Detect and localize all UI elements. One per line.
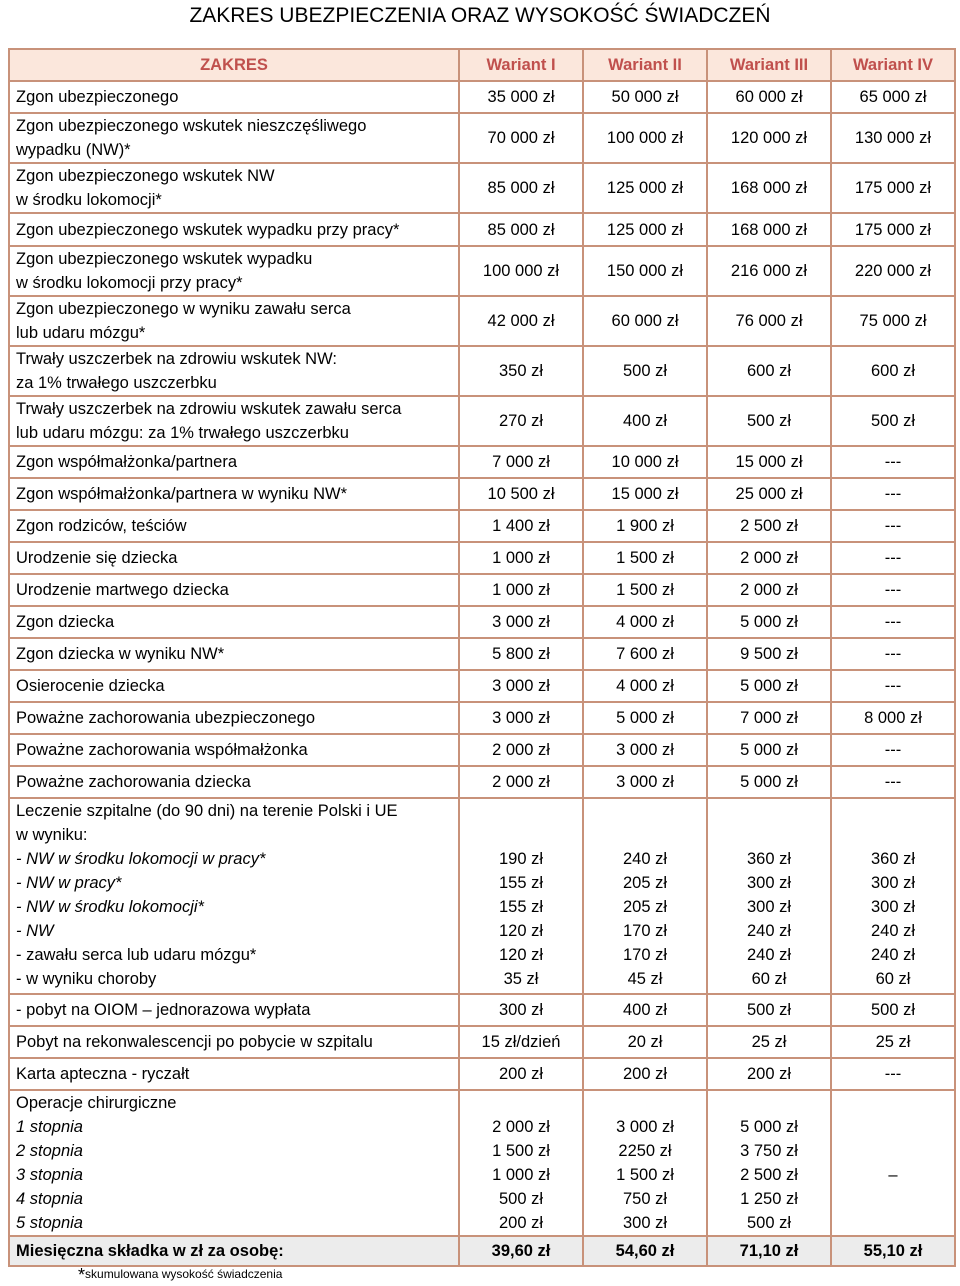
- surgery-value: 1 000 zł: [492, 1166, 550, 1184]
- hospital-value: 240 zł: [746, 946, 792, 964]
- value-variant-1: 100 000 zł: [459, 246, 583, 296]
- hospital-intro-line: w wyniku:: [16, 826, 88, 844]
- value-variant-3: 168 000 zł: [707, 163, 831, 213]
- table-row: [9, 994, 955, 1026]
- table-row: [9, 346, 955, 396]
- hospital-value: 60 zł: [751, 970, 787, 988]
- hospital-value: 300 zł: [870, 898, 916, 916]
- value-variant-1: 42 000 zł: [459, 296, 583, 346]
- value-variant-3: 9 500 zł: [707, 638, 831, 670]
- row-label: [9, 994, 459, 1026]
- table-row: [9, 670, 955, 702]
- value-variant-4: ---: [831, 734, 955, 766]
- row-label-line: Karta apteczna - ryczałt: [16, 1065, 190, 1083]
- value-variant-4: 75 000 zł: [831, 296, 955, 346]
- table-row: [9, 638, 955, 670]
- row-label: [9, 766, 459, 798]
- row-label-line: Zgon ubezpieczonego wskutek NW: [16, 167, 275, 185]
- hospital-item-label: - NW w środku lokomocji w pracy*: [16, 850, 266, 868]
- row-label: [9, 702, 459, 734]
- value-variant-1: 2 000 zł: [459, 734, 583, 766]
- surgery-values-variant-3: [707, 1090, 831, 1236]
- value-variant-4: 600 zł: [831, 346, 955, 396]
- value-variant-2: 400 zł: [583, 396, 707, 446]
- value-variant-3: 25 zł: [707, 1026, 831, 1058]
- surgery-value: 2250 zł: [618, 1142, 672, 1160]
- value-variant-2: 15 000 zł: [583, 478, 707, 510]
- value-variant-1: 1 400 zł: [459, 510, 583, 542]
- row-label-line: Zgon ubezpieczonego wskutek wypadku: [16, 250, 313, 268]
- table-row: [9, 246, 955, 296]
- benefits-table-body: [9, 49, 955, 1266]
- value-variant-1: 3 000 zł: [459, 670, 583, 702]
- hospital-value: 240 zł: [622, 850, 668, 868]
- hospital-value: 300 zł: [870, 874, 916, 892]
- table-row: [9, 766, 955, 798]
- premium-variant-1: 39,60 zł: [459, 1236, 583, 1266]
- row-label: [9, 346, 459, 396]
- row-label-line: Poważne zachorowania dziecka: [16, 773, 251, 791]
- value-variant-1: 200 zł: [459, 1058, 583, 1090]
- row-label: [9, 1026, 459, 1058]
- value-variant-4: ---: [831, 670, 955, 702]
- table-row: [9, 163, 955, 213]
- value-variant-4: ---: [831, 1058, 955, 1090]
- value-variant-4: ---: [831, 638, 955, 670]
- header-variant-3: Wariant III: [707, 49, 831, 81]
- surgery-label: [9, 1090, 459, 1236]
- value-variant-2: 10 000 zł: [583, 446, 707, 478]
- row-label-line: lub udaru mózgu: za 1% trwałego uszczerbku: [16, 424, 349, 442]
- hospital-item-label: - w wyniku choroby: [16, 970, 157, 988]
- table-header-row: [9, 49, 955, 81]
- row-label: [9, 296, 459, 346]
- row-label-line: Zgon dziecka w wyniku NW*: [16, 645, 225, 663]
- row-label: [9, 734, 459, 766]
- table-row: [9, 1026, 955, 1058]
- row-label-line: Zgon ubezpieczonego: [16, 88, 179, 106]
- value-variant-3: 600 zł: [707, 346, 831, 396]
- value-variant-4: ---: [831, 542, 955, 574]
- value-variant-1: 70 000 zł: [459, 113, 583, 163]
- value-variant-4: ---: [831, 574, 955, 606]
- row-label-line: Zgon współmałżonka/partnera w wyniku NW*: [16, 485, 348, 503]
- hospital-value: 300 zł: [746, 874, 792, 892]
- hospital-value: 155 zł: [498, 898, 544, 916]
- value-variant-3: 15 000 zł: [707, 446, 831, 478]
- header-variant-2: Wariant II: [583, 49, 707, 81]
- surgery-values-variant-4: –: [831, 1090, 955, 1236]
- value-variant-2: 1 900 zł: [583, 510, 707, 542]
- value-variant-2: 7 600 zł: [583, 638, 707, 670]
- hospital-label: [9, 798, 459, 994]
- row-label-line: Pobyt na rekonwalescencji po pobycie w szpitalu: [16, 1033, 373, 1051]
- row-label-line: Urodzenie się dziecka: [16, 549, 178, 567]
- hospital-item-label: - NW: [16, 922, 54, 940]
- value-variant-4: ---: [831, 510, 955, 542]
- surgery-value: 750 zł: [622, 1190, 668, 1208]
- value-variant-1: 3 000 zł: [459, 702, 583, 734]
- value-variant-4: 175 000 zł: [831, 213, 955, 246]
- row-label: [9, 163, 459, 213]
- table-row: [9, 446, 955, 478]
- table-row: [9, 574, 955, 606]
- table-row: [9, 1058, 955, 1090]
- value-variant-4: 8 000 zł: [831, 702, 955, 734]
- surgery-value: 500 zł: [498, 1190, 544, 1208]
- value-variant-4: 500 zł: [831, 994, 955, 1026]
- value-variant-1: 85 000 zł: [459, 213, 583, 246]
- hospital-value: 240 zł: [870, 922, 916, 940]
- surgery-value: 3 750 zł: [740, 1142, 798, 1160]
- value-variant-1: 270 zł: [459, 396, 583, 446]
- table-row: [9, 510, 955, 542]
- row-label-line: Zgon dziecka: [16, 613, 115, 631]
- table-row: [9, 396, 955, 446]
- value-variant-2: 400 zł: [583, 994, 707, 1026]
- table-row: [9, 81, 955, 113]
- row-label-line: Trwały uszczerbek na zdrowiu wskutek zawału serca: [16, 400, 402, 418]
- hospital-value: 300 zł: [746, 898, 792, 916]
- premium-variant-2: 54,60 zł: [583, 1236, 707, 1266]
- value-variant-4: 220 000 zł: [831, 246, 955, 296]
- value-variant-4: ---: [831, 446, 955, 478]
- table-row: [9, 734, 955, 766]
- value-variant-3: 2 500 zł: [707, 510, 831, 542]
- footnote-star: *: [78, 1265, 86, 1285]
- value-variant-2: 60 000 zł: [583, 296, 707, 346]
- row-label-line: Zgon ubezpieczonego wskutek nieszczęśliwego: [16, 117, 367, 135]
- value-variant-2: 5 000 zł: [583, 702, 707, 734]
- hospital-value: 120 zł: [498, 922, 544, 940]
- value-variant-2: 1 500 zł: [583, 574, 707, 606]
- premium-row: [9, 1236, 955, 1266]
- row-label: [9, 1058, 459, 1090]
- value-variant-1: 35 000 zł: [459, 81, 583, 113]
- table-row: [9, 542, 955, 574]
- row-label-line: Trwały uszczerbek na zdrowiu wskutek NW:: [16, 350, 337, 368]
- table-row: [9, 606, 955, 638]
- header-variant-4: Wariant IV: [831, 49, 955, 81]
- hospital-item-label: - zawału serca lub udaru mózgu*: [16, 946, 257, 964]
- row-label: [9, 542, 459, 574]
- value-variant-1: 10 500 zł: [459, 478, 583, 510]
- row-label-line: Poważne zachorowania współmałżonka: [16, 741, 308, 759]
- value-variant-4: 175 000 zł: [831, 163, 955, 213]
- row-label-line: Urodzenie martwego dziecka: [16, 581, 229, 599]
- value-variant-4: 130 000 zł: [831, 113, 955, 163]
- hospital-value: 360 zł: [746, 850, 792, 868]
- hospital-value: 240 zł: [746, 922, 792, 940]
- row-label-line: Osierocenie dziecka: [16, 677, 165, 695]
- value-variant-3: 25 000 zł: [707, 478, 831, 510]
- table-row: [9, 702, 955, 734]
- hospital-value: 170 zł: [622, 946, 668, 964]
- value-variant-2: 4 000 zł: [583, 670, 707, 702]
- value-variant-1: 85 000 zł: [459, 163, 583, 213]
- row-label-line: - pobyt na OIOM – jednorazowa wypłata: [16, 1001, 311, 1019]
- surgery-value: 300 zł: [622, 1214, 668, 1232]
- value-variant-2: 20 zł: [583, 1026, 707, 1058]
- value-variant-1: 7 000 zł: [459, 446, 583, 478]
- header-scope: ZAKRES: [9, 49, 459, 81]
- value-variant-1: 2 000 zł: [459, 766, 583, 798]
- surgery-value: 1 250 zł: [740, 1190, 798, 1208]
- value-variant-1: 3 000 zł: [459, 606, 583, 638]
- value-variant-1: 1 000 zł: [459, 542, 583, 574]
- row-label-line: Zgon ubezpieczonego w wyniku zawału serca: [16, 300, 351, 318]
- table-row: [9, 296, 955, 346]
- surgery-value: 2 500 zł: [740, 1166, 798, 1184]
- surgery-values-variant-2: [583, 1090, 707, 1236]
- surgery-value: 200 zł: [498, 1214, 544, 1232]
- surgery-value: 2 000 zł: [492, 1118, 550, 1136]
- row-label: [9, 670, 459, 702]
- row-label-line: w środku lokomocji przy pracy*: [16, 274, 243, 292]
- value-variant-3: 60 000 zł: [707, 81, 831, 113]
- value-variant-2: 4 000 zł: [583, 606, 707, 638]
- value-variant-3: 200 zł: [707, 1058, 831, 1090]
- table-row: [9, 213, 955, 246]
- value-variant-3: 216 000 zł: [707, 246, 831, 296]
- value-variant-4: ---: [831, 766, 955, 798]
- value-variant-4: 65 000 zł: [831, 81, 955, 113]
- hospital-value: 205 zł: [622, 874, 668, 892]
- row-label: [9, 478, 459, 510]
- value-variant-2: 100 000 zł: [583, 113, 707, 163]
- row-label-line: Zgon ubezpieczonego wskutek wypadku przy pracy*: [16, 220, 400, 239]
- value-variant-4: ---: [831, 606, 955, 638]
- value-variant-4: 25 zł: [831, 1026, 955, 1058]
- value-variant-3: 500 zł: [707, 396, 831, 446]
- row-label-line: Poważne zachorowania ubezpieczonego: [16, 709, 316, 727]
- surgery-value: 5 000 zł: [740, 1118, 798, 1136]
- value-variant-4: ---: [831, 478, 955, 510]
- hospital-value: 360 zł: [870, 850, 916, 868]
- hospital-values-variant-4: [831, 798, 955, 994]
- row-label-line: Zgon rodziców, teściów: [16, 517, 187, 535]
- value-variant-3: 2 000 zł: [707, 574, 831, 606]
- hospital-row: [9, 798, 955, 994]
- row-label-line: wypadku (NW)*: [16, 141, 131, 159]
- value-variant-2: 150 000 zł: [583, 246, 707, 296]
- hospital-value: 205 zł: [622, 898, 668, 916]
- row-label: [9, 638, 459, 670]
- value-variant-3: 120 000 zł: [707, 113, 831, 163]
- value-variant-2: 125 000 zł: [583, 213, 707, 246]
- row-label: [9, 606, 459, 638]
- value-variant-3: 5 000 zł: [707, 734, 831, 766]
- value-variant-2: 500 zł: [583, 346, 707, 396]
- premium-variant-4: 55,10 zł: [831, 1236, 955, 1266]
- value-variant-1: 15 zł/dzień: [459, 1026, 583, 1058]
- footnote: [78, 1265, 282, 1284]
- row-label: [9, 396, 459, 446]
- row-label-line: lub udaru mózgu*: [16, 324, 146, 342]
- surgery-degree: 2 stopnia: [16, 1142, 83, 1160]
- value-variant-3: 500 zł: [707, 994, 831, 1026]
- row-label-line: w środku lokomocji*: [16, 191, 162, 209]
- hospital-value: 45 zł: [627, 970, 663, 988]
- value-variant-2: 3 000 zł: [583, 734, 707, 766]
- value-variant-2: 50 000 zł: [583, 81, 707, 113]
- hospital-values-variant-2: [583, 798, 707, 994]
- surgery-value: 1 500 zł: [492, 1142, 550, 1160]
- header-variant-1: Wariant I: [459, 49, 583, 81]
- value-variant-3: 76 000 zł: [707, 296, 831, 346]
- table-row: [9, 478, 955, 510]
- page-title: ZAKRES UBEZPIECZENIA ORAZ WYSOKOŚĆ ŚWIADCZEŃ: [189, 4, 771, 27]
- row-label: [9, 213, 459, 246]
- value-variant-2: 3 000 zł: [583, 766, 707, 798]
- hospital-value: 35 zł: [503, 970, 539, 988]
- hospital-value: 155 zł: [498, 874, 544, 892]
- row-label: [9, 446, 459, 478]
- hospital-value: 190 zł: [498, 850, 544, 868]
- value-variant-3: 5 000 zł: [707, 766, 831, 798]
- benefits-table: [8, 48, 956, 1267]
- surgery-degree: 3 stopnia: [16, 1166, 83, 1184]
- value-variant-1: 300 zł: [459, 994, 583, 1026]
- hospital-intro-line: Leczenie szpitalne (do 90 dni) na terenie Polski i UE: [16, 802, 398, 820]
- surgery-degree: 4 stopnia: [16, 1190, 83, 1208]
- value-variant-3: 168 000 zł: [707, 213, 831, 246]
- surgery-degree: 5 stopnia: [16, 1214, 83, 1232]
- surgery-values-variant-1: [459, 1090, 583, 1236]
- value-variant-2: 200 zł: [583, 1058, 707, 1090]
- hospital-values-variant-1: [459, 798, 583, 994]
- row-label: [9, 574, 459, 606]
- value-variant-4: 500 zł: [831, 396, 955, 446]
- value-variant-3: 2 000 zł: [707, 542, 831, 574]
- row-label: [9, 113, 459, 163]
- surgery-title: Operacje chirurgiczne: [16, 1094, 177, 1112]
- hospital-item-label: - NW w pracy*: [16, 874, 122, 892]
- row-label-line: Zgon współmałżonka/partnera: [16, 453, 238, 471]
- premium-label: Miesięczna składka w zł za osobę:: [9, 1236, 459, 1266]
- value-variant-3: 5 000 zł: [707, 606, 831, 638]
- hospital-value: 60 zł: [875, 970, 911, 988]
- hospital-value: 170 zł: [622, 922, 668, 940]
- value-variant-2: 1 500 zł: [583, 542, 707, 574]
- surgery-value: 500 zł: [746, 1214, 792, 1232]
- premium-variant-3: 71,10 zł: [707, 1236, 831, 1266]
- surgery-row: [9, 1090, 955, 1236]
- row-label: [9, 510, 459, 542]
- surgery-value: 3 000 zł: [616, 1118, 674, 1136]
- value-variant-1: 1 000 zł: [459, 574, 583, 606]
- hospital-value: 240 zł: [870, 946, 916, 964]
- value-variant-1: 5 800 zł: [459, 638, 583, 670]
- value-variant-3: 5 000 zł: [707, 670, 831, 702]
- footnote-text: skumulowana wysokość świadczenia: [85, 1267, 283, 1281]
- value-variant-2: 125 000 zł: [583, 163, 707, 213]
- row-label-line: za 1% trwałego uszczerbku: [16, 374, 217, 392]
- table-row: [9, 113, 955, 163]
- value-variant-1: 350 zł: [459, 346, 583, 396]
- hospital-values-variant-3: [707, 798, 831, 994]
- hospital-item-label: - NW w środku lokomocji*: [16, 898, 204, 916]
- surgery-value: 1 500 zł: [616, 1166, 674, 1184]
- hospital-value: 120 zł: [498, 946, 544, 964]
- row-label: [9, 81, 459, 113]
- surgery-degree: 1 stopnia: [16, 1118, 83, 1136]
- row-label: [9, 246, 459, 296]
- value-variant-3: 7 000 zł: [707, 702, 831, 734]
